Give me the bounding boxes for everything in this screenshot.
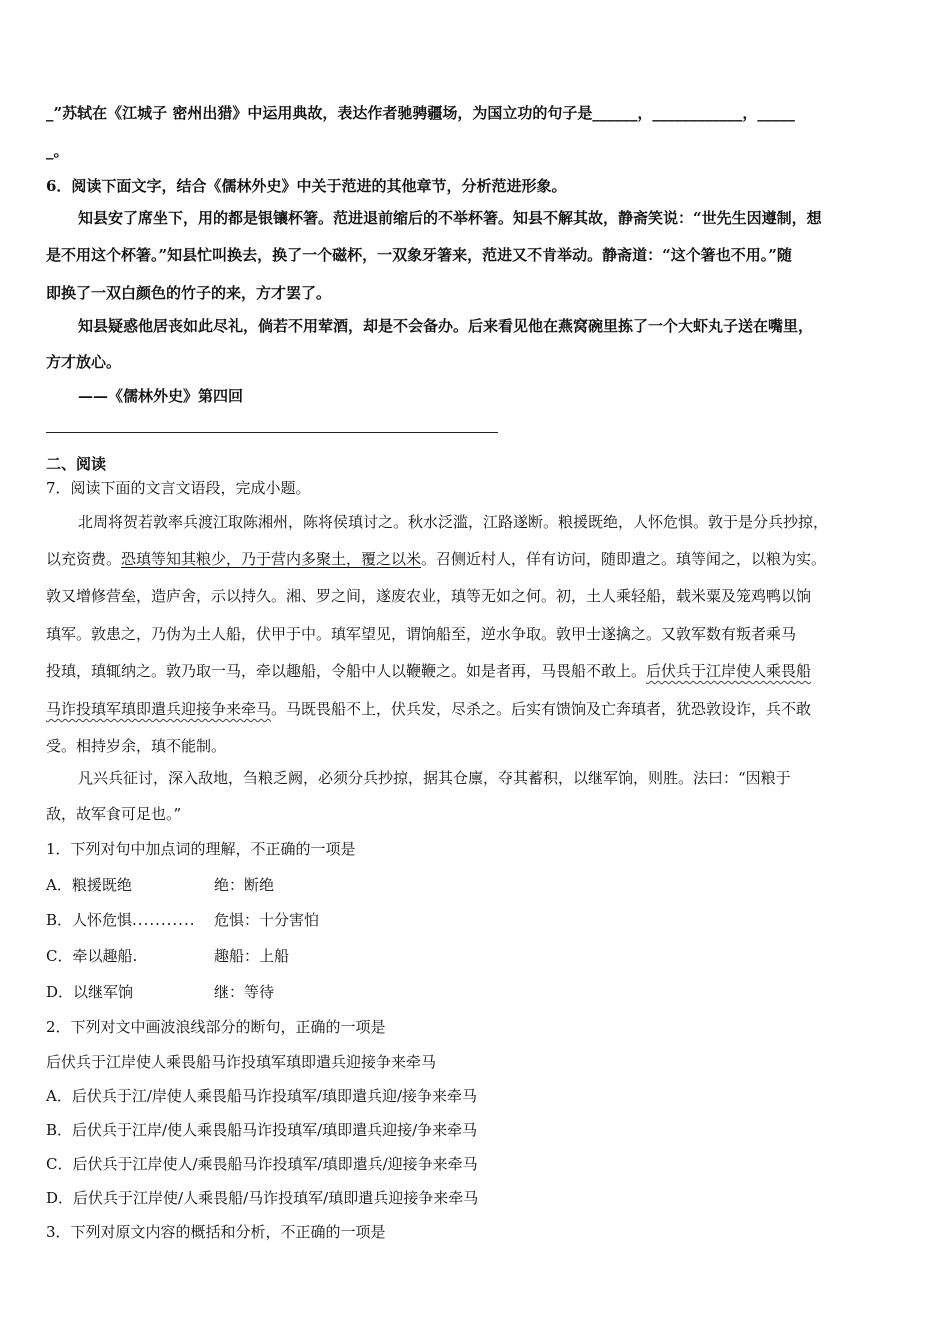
q7-para1-line-3: 敦又增修营垒，造庐舍，示以持久。湘、罗之间，遂废农业，瑱等无如之何。初，土人乘轻船，载米粟及笼鸡鸭以饷 (46, 587, 812, 605)
sub3-question: 3．下列对原文内容的概括和分析，不正确的一项是 (46, 1223, 386, 1241)
option-label-wrap (46, 910, 214, 930)
emphasis-dots: . (132, 947, 138, 965)
q7-para1-line-1: 北周将贺若敦率兵渡江取陈湘州，陈将侯瑱讨之。秋水泛滥，江路遂断。粮援既绝，人怀危惧。敦于是分兵抄掠， (78, 513, 829, 531)
option-label: D．以继军饷 (46, 983, 134, 1001)
q6-para1-line-3: 即换了一双白颜色的竹子的来，方才罢了。 (46, 284, 332, 302)
q6-source: ——《儒林外史》第四回 (78, 387, 244, 405)
sub1-option-a (46, 875, 274, 895)
q7-para2-line-1: 凡兴兵征讨，深入敌地，刍粮乏阙，必须分兵抄掠，据其仓廪，夺其蓄积，以继军饷，则胜。法曰：“因粮于 (78, 769, 791, 787)
q6-para1-line-2: 是不用这个杯箸。”知县忙叫换去，换了一个磁杯，一双象牙箸来，范进又不肯举动。静斋道：“这个箸也不用。”随 (46, 246, 792, 264)
option-label: C．牵以趣船 (46, 947, 133, 965)
text-run: 以充资费。 (46, 550, 122, 568)
q7-prompt: 7．阅读下面的文言文语段，完成小题。 (46, 479, 311, 497)
q7-para1-line-5 (46, 661, 811, 681)
section-heading: 二、阅读 (46, 455, 107, 473)
answer-rule (46, 432, 498, 433)
text-run: 。马既畏船不上，伏兵发，尽杀之。后实有馈饷及亡奔瑱者，犹恐敦设诈，兵不敢 (271, 700, 812, 718)
q7-para1-line-2 (46, 549, 826, 569)
sub1-option-c (46, 946, 289, 966)
sub1-question: 1．下列对句中加点词的理解，不正确的一项是 (46, 840, 356, 858)
wavy-underlined-text: 马诈投瑱军瑱即遣兵迎接争来牵马 (46, 700, 272, 718)
q6-para2-line-1: 知县疑惑他居丧如此尽礼，倘若不用荤酒，却是不会备办。后来看见他在燕窝碗里拣了一个大虾丸子送在嘴里， (78, 317, 814, 335)
sub1-option-d (46, 982, 274, 1002)
q6-prompt: 6．阅读下面文字，结合《儒林外史》中关于范进的其他章节，分析范进形象。 (46, 177, 567, 195)
option-gloss: 趣船：上船 (214, 947, 290, 965)
q7-para1-line-6 (46, 699, 811, 719)
text-run: 投瑱，瑱辄纳之。敦乃取一马，牵以趣船，令船中人以鞭鞭之。如是者再，马畏船不敢上。 (46, 662, 647, 680)
emphasis-dots: ........... (132, 911, 196, 929)
wavy-underlined-text: 后伏兵于江岸使人乘畏船 (646, 662, 812, 680)
option-label: A．粮援既绝 (46, 876, 132, 894)
option-gloss: 危惧：十分害怕 (214, 911, 320, 929)
option-label-wrap (46, 946, 214, 966)
option-label: B．人怀危惧 (46, 911, 133, 929)
q6-para2-line-2: 方才放心。 (46, 353, 122, 371)
q6-para1-line-1: 知县安了席坐下，用的都是银镶杯箸。范进退前缩后的不举杯箸。知县不解其故，静斋笑说：“世先生因遵制，想 (78, 209, 822, 227)
q5-line-1: _”苏轼在《江城子 密州出猎》中运用典故，表达作者驰骋疆场，为国立功的句子是______，____________，_____ (46, 104, 795, 122)
sub2-sentence: 后伏兵于江岸使人乘畏船马诈投瑱军瑱即遣兵迎接争来牵马 (46, 1053, 437, 1071)
option-gloss: 继：等待 (214, 983, 275, 1001)
option-gloss: 绝：断绝 (214, 876, 275, 894)
sub2-option-b: B．后伏兵于江岸/使人乘畏船马诈投瑱军/瑱即遣兵迎接/争来牵马 (46, 1121, 478, 1139)
sub2-question: 2．下列对文中画波浪线部分的断句，正确的一项是 (46, 1018, 386, 1036)
q7-para1-line-7: 受。相持岁余，瑱不能制。 (46, 737, 227, 755)
sub2-option-c: C．后伏兵于江岸使人/乘畏船马诈投瑱军/瑱即遣兵/迎接争来牵马 (46, 1155, 478, 1173)
q7-para2-line-2: 敌，故军食可足也。” (46, 805, 182, 823)
q5-line-2: _。 (46, 142, 69, 160)
text-run: 。召侧近村人，佯有访问，随即遣之。瑱等闻之，以粮为实。 (421, 550, 827, 568)
sub1-option-b (46, 910, 319, 930)
underlined-sentence: 恐瑱等知其粮少，乃于营内多聚土，覆之以米 (121, 550, 422, 568)
sub2-option-a: A．后伏兵于江/岸使人乘畏船马诈投瑱军/瑱即遣兵迎/接争来牵马 (46, 1087, 477, 1105)
q7-para1-line-4: 瑱军。敦患之，乃伪为土人船，伏甲于中。瑱军望见，谓饷船至，逆水争取。敦甲士遂擒之。又敦军数有叛者乘马 (46, 625, 797, 643)
sub2-option-d: D．后伏兵于江岸使/人乘畏船/马诈投瑱军/瑱即遣兵迎接争来牵马 (46, 1189, 479, 1207)
